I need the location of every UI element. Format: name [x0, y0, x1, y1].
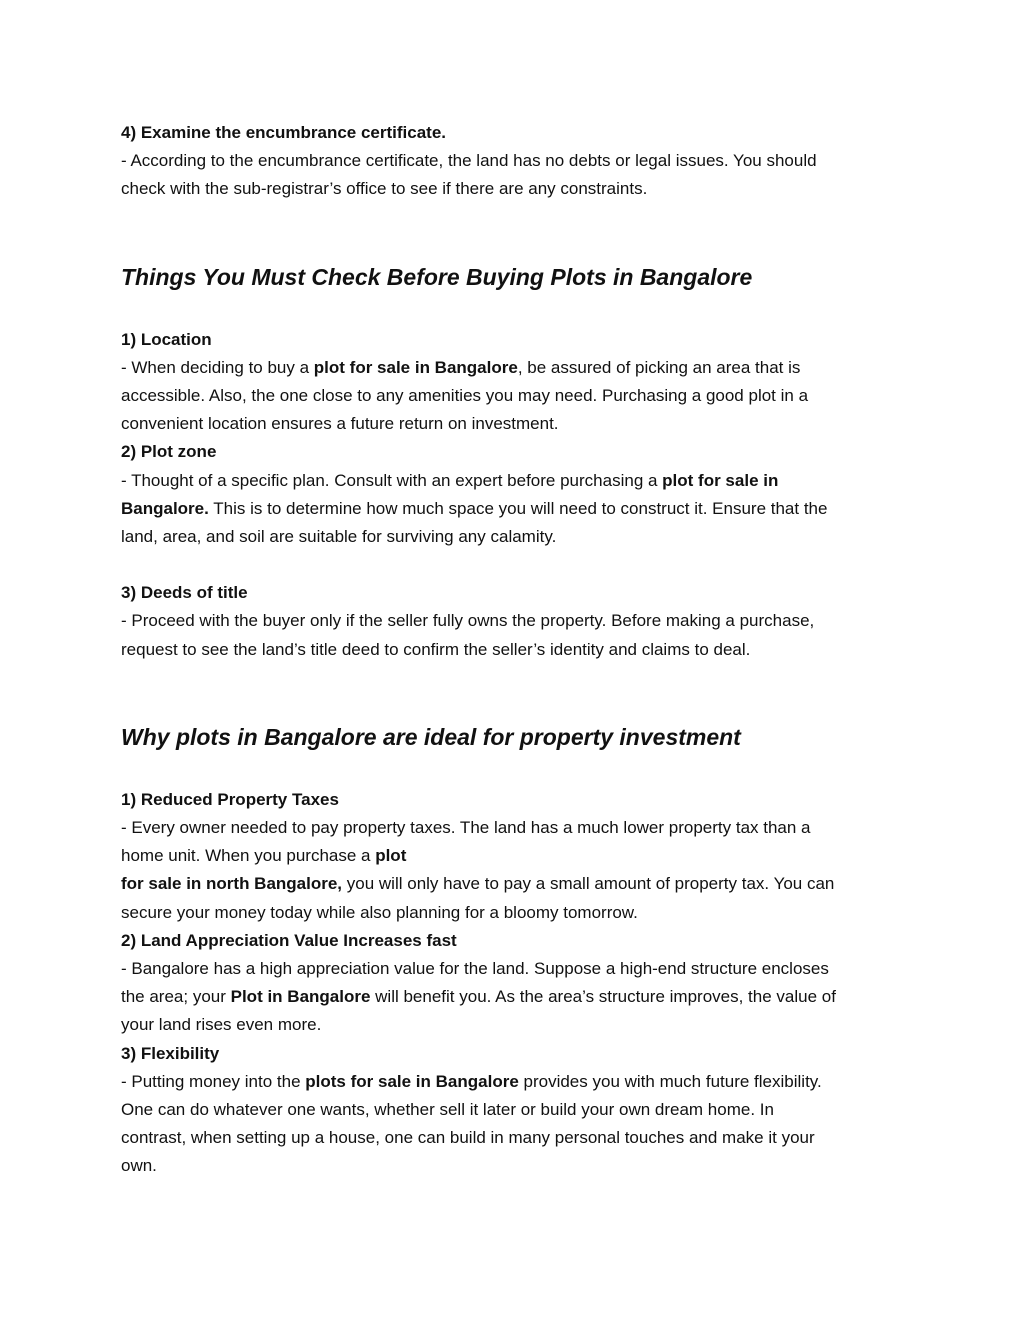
keyword-bold: plot for sale in — [662, 470, 779, 490]
body-line: - Proceed with the buyer only if the seller fully owns the property. Before making a purchase, — [121, 611, 815, 631]
keyword-bold: Bangalore. — [121, 498, 209, 518]
body-line: - Thought of a specific plan. Consult with an expert before purchasing a plot for sale in — [121, 470, 779, 490]
body-line: request to see the land’s title deed to confirm the seller’s identity and claims to deal. — [121, 639, 751, 659]
document-page — [121, 119, 901, 1181]
body-line: secure your money today while also planning for a bloomy tomorrow. — [121, 902, 638, 922]
body-line: - According to the encumbrance certificate, the land has no debts or legal issues. You should — [121, 151, 817, 171]
body-line: - Bangalore has a high appreciation value for the land. Suppose a high-end structure encloses — [121, 959, 829, 979]
body-line: land, area, and soil are suitable for surviving any calamity. — [121, 527, 557, 547]
body-line: - Every owner needed to pay property taxes. The land has a much lower property tax than a — [121, 818, 811, 838]
keyword-bold: plot for sale in Bangalore — [313, 357, 518, 377]
body-line: convenient location ensures a future return on investment. — [121, 414, 559, 434]
body-line: your land rises even more. — [121, 1015, 322, 1035]
keyword-bold: for sale in north Bangalore, — [121, 874, 343, 894]
body-line: Bangalore. This is to determine how much space you will need to construct it. Ensure that the — [121, 498, 828, 518]
item-title: 4) Examine the encumbrance certificate. — [121, 123, 447, 142]
item-title: 2) Plot zone — [121, 442, 217, 462]
body-line: - When deciding to buy a plot for sale in Bangalore, be assured of picking an area that is — [121, 357, 801, 377]
item-title: 1) Location — [121, 329, 212, 349]
keyword-bold: plots for sale in Bangalore — [305, 1071, 519, 1091]
item-title: 1) Reduced Property Taxes — [121, 789, 339, 809]
body-line: - Putting money into the plots for sale in Bangalore provides you with much future flexibility. — [121, 1071, 822, 1091]
item-title: 3) Deeds of title — [121, 583, 248, 603]
body-line: for sale in north Bangalore, you will only have to pay a small amount of property tax. You can — [121, 874, 835, 894]
keyword-bold: plot — [375, 846, 407, 866]
body-line: One can do whatever one wants, whether sell it later or build your own dream home. In — [121, 1100, 774, 1120]
keyword-bold: Plot in Bangalore — [230, 987, 371, 1007]
body-line: own. — [121, 1156, 157, 1176]
body-line: the area; your Plot in Bangalore will benefit you. As the area’s structure improves, the value of — [121, 987, 836, 1007]
body-line: contrast, when setting up a house, one can build in many personal touches and make it your — [121, 1128, 815, 1148]
item-title: 2) Land Appreciation Value Increases fast — [121, 930, 457, 950]
body-line: accessible. Also, the one close to any amenities you may need. Purchasing a good plot in a — [121, 386, 809, 406]
body-line: check with the sub-registrar’s office to see if there are any constraints. — [121, 179, 648, 199]
section-heading-why-plots: Why plots in Bangalore are ideal for property investment — [121, 723, 741, 750]
section-heading-things-to-check: Things You Must Check Before Buying Plots in Bangalore — [121, 263, 753, 290]
item-title: 3) Flexibility — [121, 1043, 220, 1063]
body-line: home unit. When you purchase a plot — [121, 846, 407, 866]
